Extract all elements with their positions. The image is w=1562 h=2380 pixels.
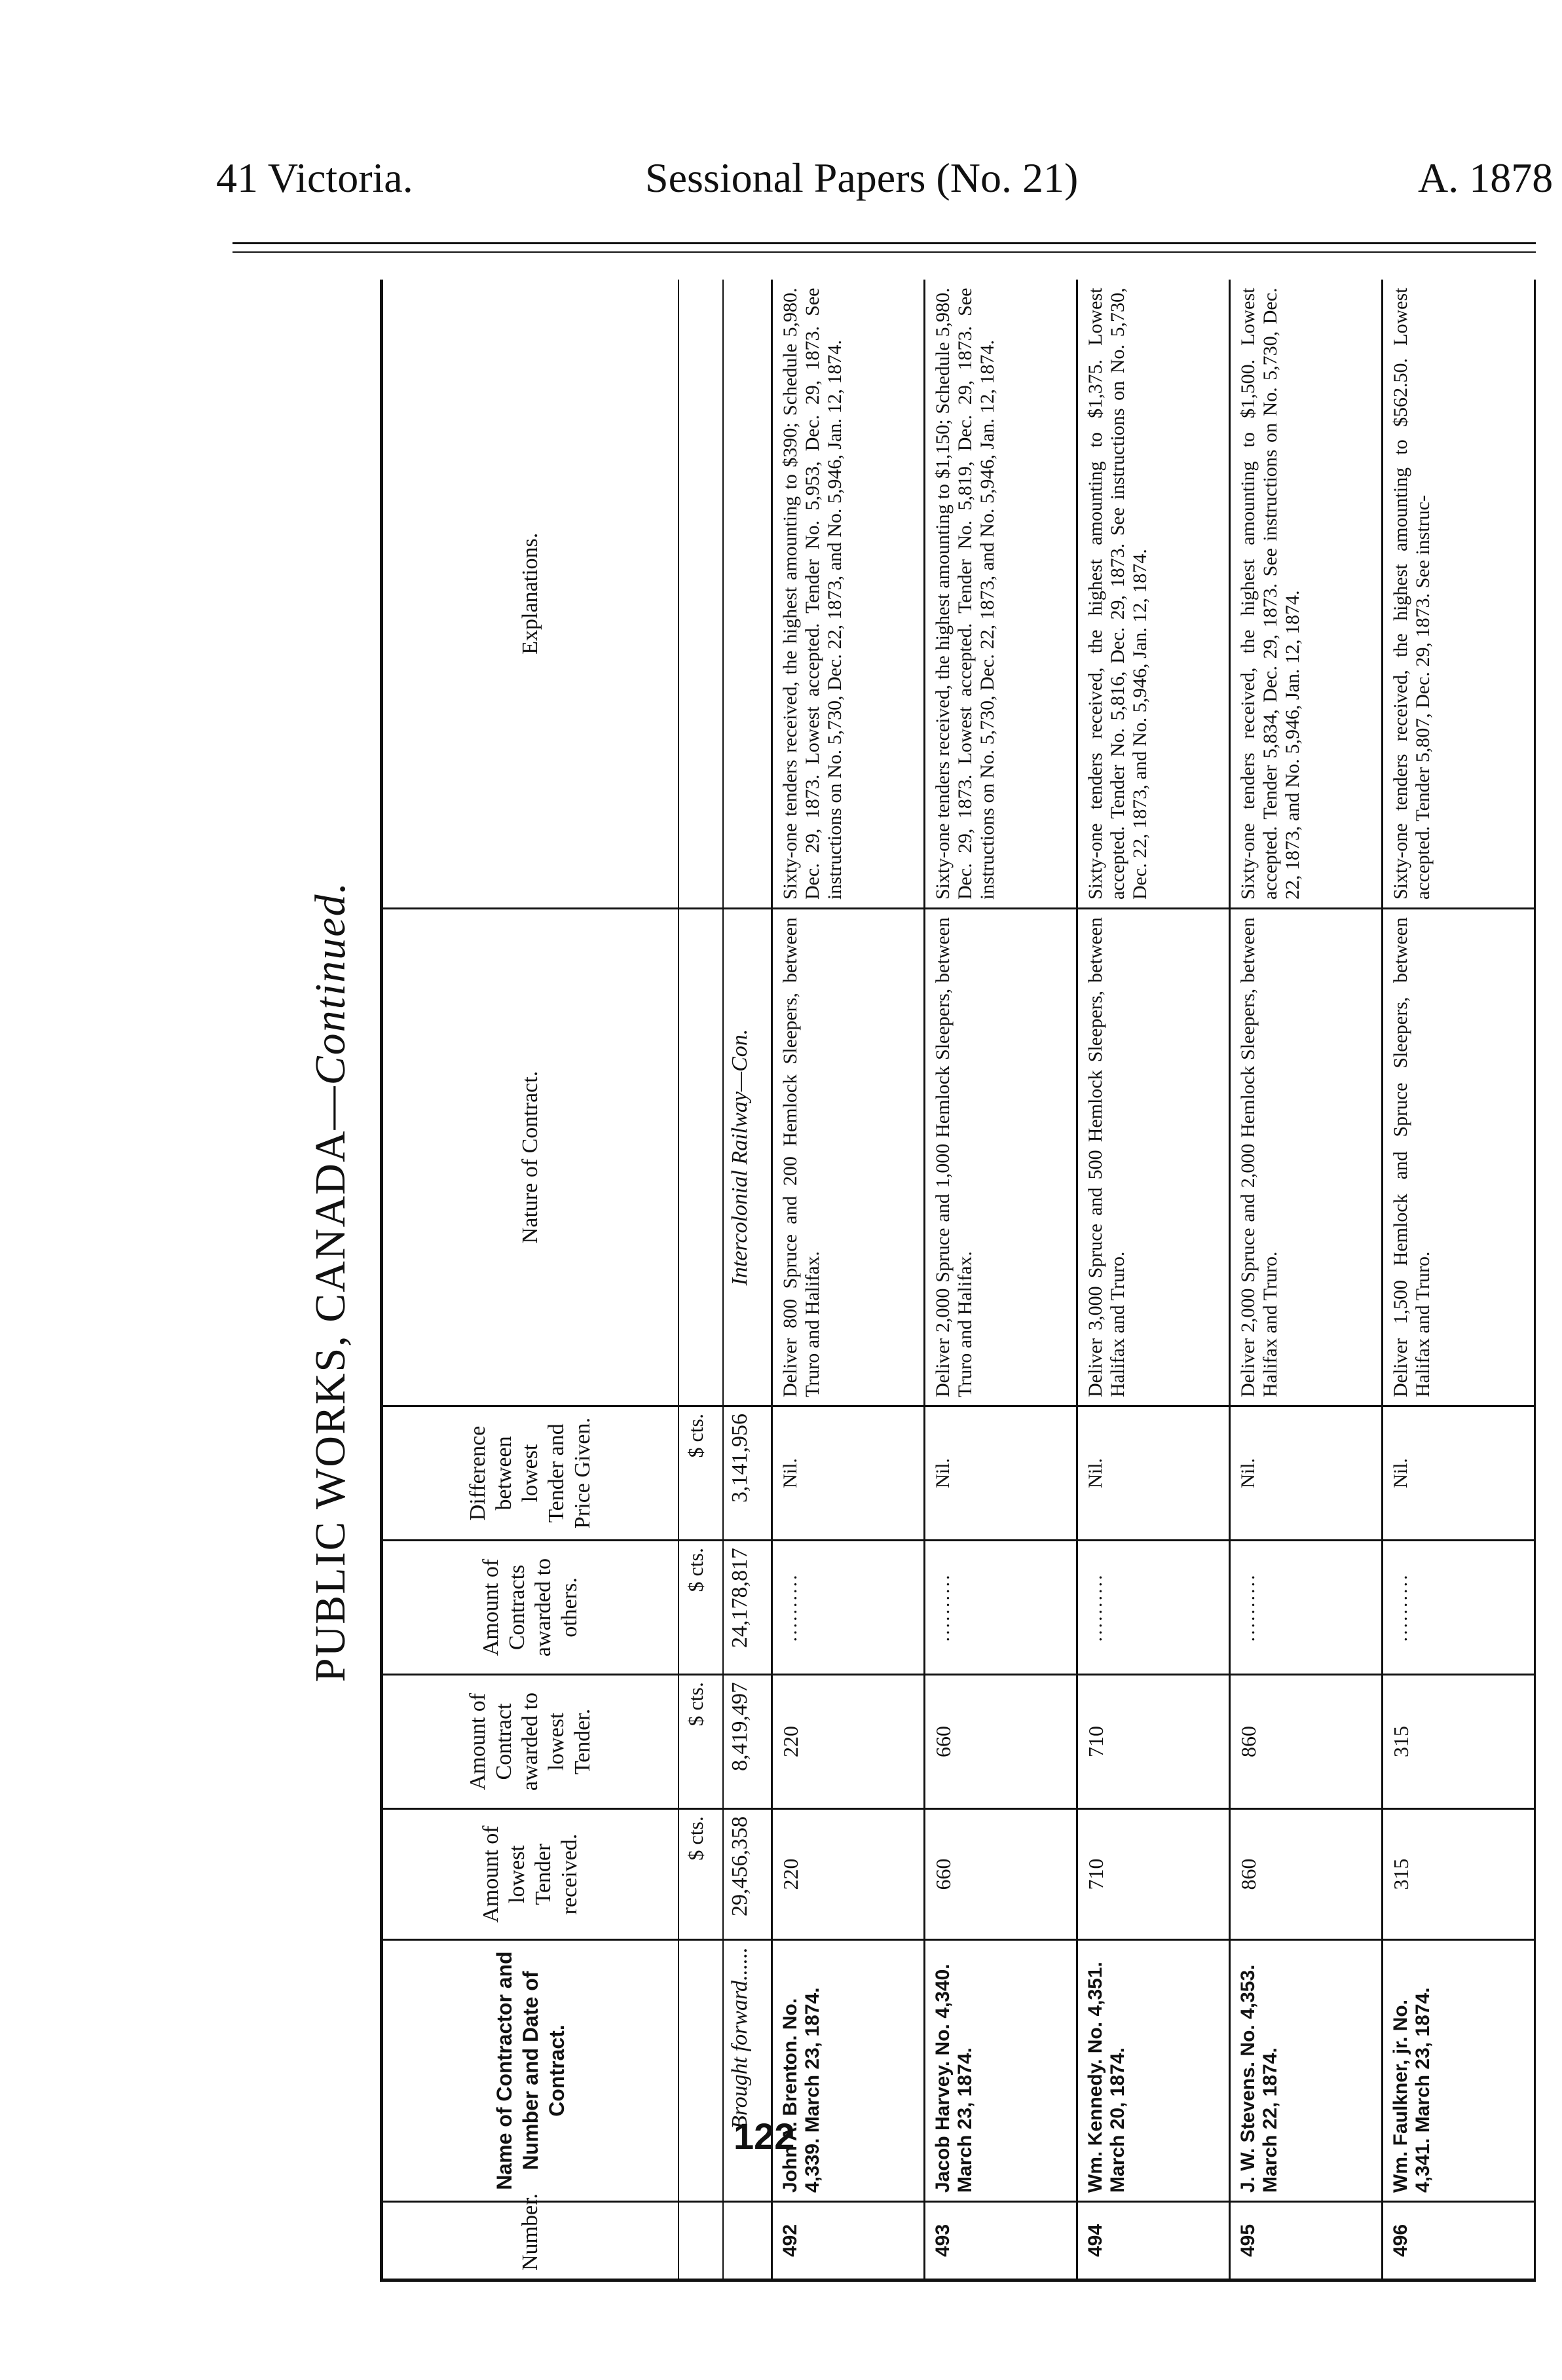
row-lowest-tender: 860 (1230, 1809, 1383, 1940)
row-lowest-tender: 660 (925, 1809, 1077, 1940)
rotated-table-page (288, 282, 1523, 2282)
units-contract-awarded: $ cts. (679, 1675, 723, 1809)
row-contract-awarded: 860 (1230, 1675, 1383, 1809)
table-row (925, 280, 1077, 2280)
row-difference: Nil. (1230, 1406, 1383, 1541)
row-contractor: J. W. Stevens. No. 4,353. March 22, 1874. (1230, 1940, 1383, 2202)
row-contractor: Wm. Faulkner, jr. No. 4,341. March 23, 1874. (1383, 1940, 1535, 2202)
contracts-table (380, 280, 1536, 2282)
row-nature: Deliver 2,000 Spruce and 1,000 Hemlock Sleepers, between Truro and Halifax. (925, 909, 1077, 1406)
forward-explanations (723, 280, 772, 909)
row-nature: Deliver 3,000 Spruce and 500 Hemlock Sleepers, between Halifax and Truro. (1077, 909, 1230, 1406)
forward-number (723, 2202, 772, 2280)
row-awarded-others: .......... (1230, 1541, 1383, 1675)
row-difference: Nil. (1077, 1406, 1230, 1541)
units-nature (679, 909, 723, 1406)
header-session: 41 Victoria. (216, 155, 413, 201)
table-row (1230, 280, 1383, 2280)
header-sessional-papers: Sessional Papers (No. 21) (645, 155, 1079, 201)
header-rule-thin (232, 251, 1536, 253)
forward-contract-awarded: 8,419,497 (723, 1675, 772, 1809)
row-number: 496 (1383, 2202, 1535, 2280)
row-contract-awarded: 220 (772, 1675, 925, 1809)
table-row (1077, 280, 1230, 2280)
units-difference: $ cts. (679, 1406, 723, 1541)
header-year: A. 1878 (1418, 155, 1553, 201)
row-explanations: Sixty-one tenders received, the highest amounting to $1,375. Lowest accepted. Tender No. 5,816, Dec. 29, 1873. See instructions on No. 5,730, Dec. 22, 1873, and No. 5,946, Jan. 12, 1874. (1077, 280, 1230, 909)
row-lowest-tender: 710 (1077, 1809, 1230, 1940)
col-header-nature: Nature of Contract. (382, 909, 679, 1406)
row-nature: Deliver 2,000 Spruce and 2,000 Hemlock Sleepers, between Halifax and Truro. (1230, 909, 1383, 1406)
row-explanations: Sixty-one tenders received, the highest amounting to $1,150; Schedule 5,980. Dec. 29, 1873. Lowest accepted. Tender No. 5,819, Dec. 29, 1873. See instructions on No. 5,730, Dec. 22, 1873, and No. 5,946, Jan. 12, 1874. (925, 280, 1077, 909)
col-header-contractor: Name of Contractor and Number and Date of Contract. (382, 1940, 679, 2202)
row-explanations: Sixty-one tenders received, the highest amounting to $1,500. Lowest accepted. Tender 5,834, Dec. 29, 1873. See instructions on No. 5,730, Dec. 22, 1873, and No. 5,946, Jan. 12, 1874. (1230, 280, 1383, 909)
row-contract-awarded: 660 (925, 1675, 1077, 1809)
col-header-explanations: Explanations. (382, 280, 679, 909)
row-difference: Nil. (925, 1406, 1077, 1541)
header-rule (232, 242, 1536, 244)
row-lowest-tender: 220 (772, 1809, 925, 1940)
units-row (679, 280, 723, 2280)
row-contract-awarded: 710 (1077, 1675, 1230, 1809)
row-difference: Nil. (1383, 1406, 1535, 1541)
row-awarded-others: .......... (1077, 1541, 1230, 1675)
table-row (1383, 280, 1535, 2280)
forward-difference: 3,141,956 (723, 1406, 772, 1541)
row-number: 495 (1230, 2202, 1383, 2280)
col-header-awarded-others: Amount of Contracts awarded to others. (382, 1541, 679, 1675)
row-contractor: John A. Brenton. No. 4,339. March 23, 1874. (772, 1940, 925, 2202)
page-number: 122 (734, 2115, 795, 2157)
row-lowest-tender: 315 (1383, 1809, 1535, 1940)
forward-awarded-others: 24,178,817 (723, 1541, 772, 1675)
row-number: 494 (1077, 2202, 1230, 2280)
row-awarded-others: .......... (925, 1541, 1077, 1675)
row-contractor: Jacob Harvey. No. 4,340. March 23, 1874. (925, 1940, 1077, 2202)
units-number (679, 2202, 723, 2280)
table-row (772, 280, 925, 2280)
col-header-number: Number. (382, 2202, 679, 2280)
row-number: 493 (925, 2202, 1077, 2280)
row-difference: Nil. (772, 1406, 925, 1541)
page-header (0, 154, 1562, 206)
forward-label-text: Brought forward...... (728, 1947, 752, 2130)
table-title-continued: Continued. (307, 881, 354, 1086)
forward-lowest-tender: 29,456,358 (723, 1809, 772, 1940)
row-explanations: Sixty-one tenders received, the highest amounting to $562.50. Lowest accepted. Tender 5,807, Dec. 29, 1873. See instruc- (1383, 280, 1535, 909)
row-explanations: Sixty-one tenders received, the highest amounting to $390; Schedule 5,980. Dec. 29, 1873. Lowest accepted. Tender No. 5,953, Dec. 29, 1873. See instructions on No. 5,730, Dec. 22, 1873, and No. 5,946, Jan. 12, 1874. (772, 280, 925, 909)
row-contract-awarded: 315 (1383, 1675, 1535, 1809)
forward-section-text: Intercolonial Railway—Con. (728, 1029, 752, 1286)
forward-label (723, 1940, 772, 2202)
units-contractor (679, 1940, 723, 2202)
row-awarded-others: .......... (772, 1541, 925, 1675)
col-header-lowest-tender: Amount of lowest Tender received. (382, 1809, 679, 1940)
row-number: 492 (772, 2202, 925, 2280)
brought-forward-row (723, 280, 772, 2280)
col-header-difference: Difference between lowest Tender and Price Given. (382, 1406, 679, 1541)
units-lowest-tender: $ cts. (679, 1809, 723, 1940)
units-awarded-others: $ cts. (679, 1541, 723, 1675)
row-nature: Deliver 1,500 Hemlock and Spruce Sleepers, between Halifax and Truro. (1383, 909, 1535, 1406)
col-header-contract-awarded: Amount of Contract awarded to lowest Tender. (382, 1675, 679, 1809)
forward-section (723, 909, 772, 1406)
row-contractor: Wm. Kennedy. No. 4,351. March 20, 1874. (1077, 1940, 1230, 2202)
row-nature: Deliver 800 Spruce and 200 Hemlock Sleepers, between Truro and Halifax. (772, 909, 925, 1406)
table-title (288, 282, 373, 2282)
table-title-main: PUBLIC WORKS, CANADA— (307, 1085, 354, 1683)
units-explanations (679, 280, 723, 909)
row-awarded-others: .......... (1383, 1541, 1535, 1675)
table-header-row (382, 280, 679, 2280)
